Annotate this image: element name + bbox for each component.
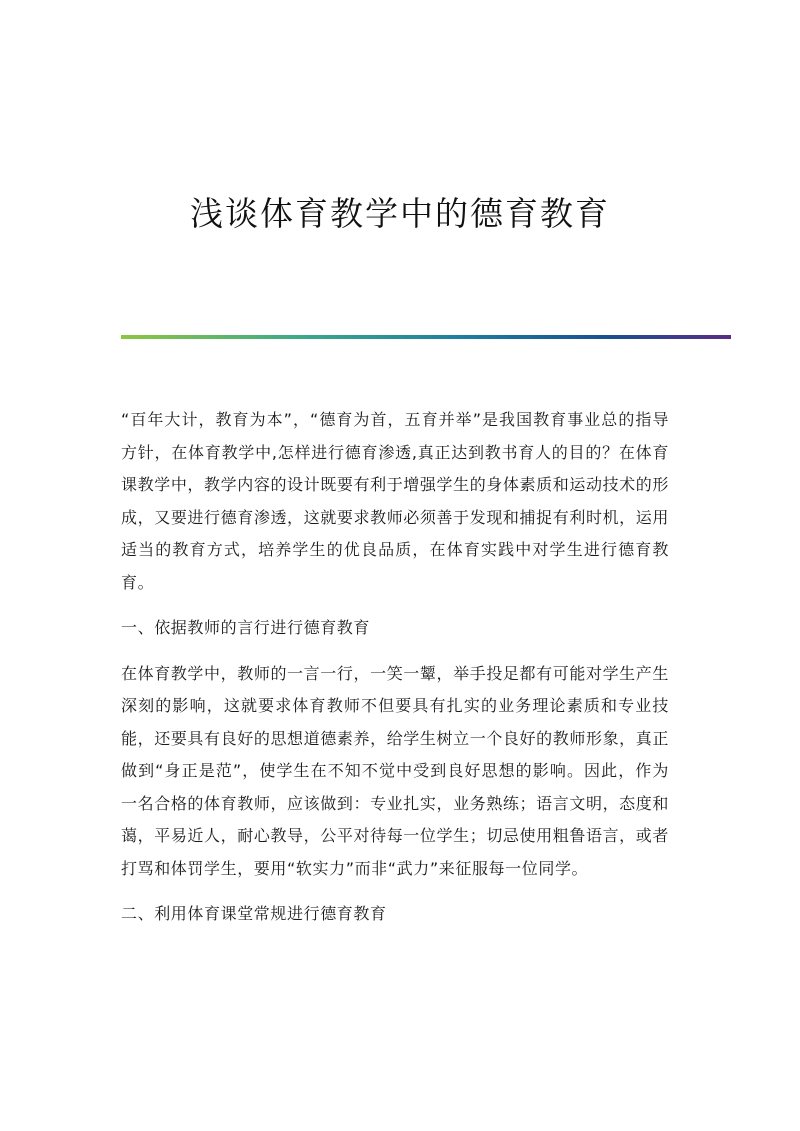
- title-divider: [121, 335, 731, 339]
- document-title: 浅谈体育教学中的德育教育: [190, 194, 610, 233]
- intro-paragraph: “百年大计，教育为本”，“德育为首，五育并举”是我国教育事业总的指导方针，在体育教学中,怎样进行德育渗透,真正达到教书育人的目的？在体育课教学中，教学内容的设计既要有利于增强学生的身体素质和运动技术的形成，又要进行德育渗透，这就要求教师必须善于发现和捕捉有利时机，运用适当的教育方式，培养学生的优良品质，在体育实践中对学生进行德育教育。: [121, 410, 669, 592]
- section-heading-1: 一、依据教师的言行进行德育教育: [121, 618, 371, 637]
- document-body: [121, 404, 669, 944]
- section-heading-2: 二、利用体育课堂常规进行德育教育: [121, 904, 387, 923]
- section-body-1: 在体育教学中，教师的一言一行，一笑一颦，举手投足都有可能对学生产生深刻的影响，这就要求体育教师不但要具有扎实的业务理论素质和专业技能，还要具有良好的思想道德素养，给学生树立一个良好的教师形象，真正做到“身正是范”，使学生在不知不觉中受到良好思想的影响。因此，作为一名合格的体育教师，应该做到：专业扎实，业务熟练；语言文明，态度和蔼，平易近人，耐心教导，公平对待每一位学生；切忌使用粗鲁语言，或者打骂和体罚学生，要用“软实力”而非“武力”来征服每一位同学。: [121, 663, 669, 878]
